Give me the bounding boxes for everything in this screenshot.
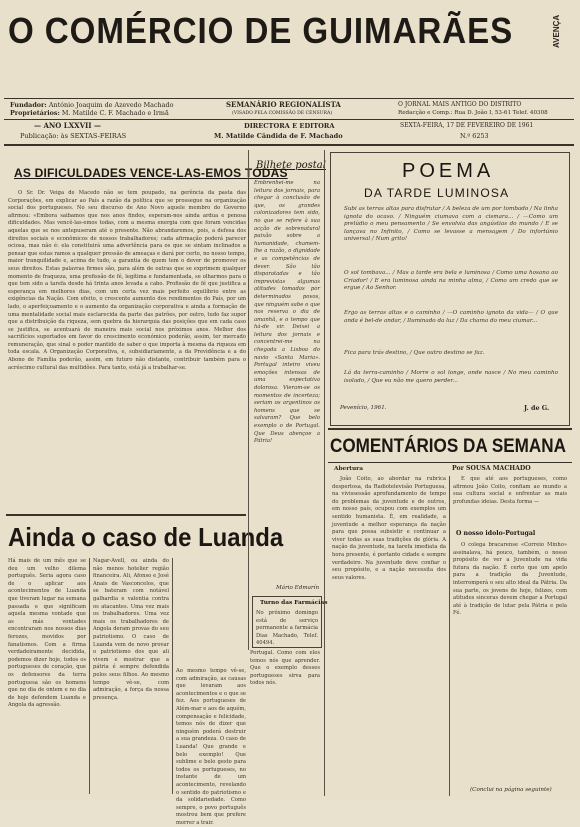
oldest-paper: O JORNAL MAIS ANTIGO DO DISTRITO [398, 101, 522, 108]
weekly-title: SEMANÁRIO REGIONALISTA [226, 100, 341, 109]
col-divider [89, 558, 90, 794]
founder-line: Fundador: António Joaquim de Azevedo Machado [10, 101, 174, 109]
article2-title: Ainda o caso de Luanda [8, 522, 284, 552]
article1-body: O Sr. Dr. Veiga de Macedo não se tem poupado, na gerência da pasta das Corporações, em explicar ao País a razão da política que se prossegue na organização social dos portugueses. No seu discurso de Ano Novo aquele membro do Governo afirmou: «Embora saibamos que nos anos findos, esperam-nos ainda ardua e penosa dificuldades. Mas vencê-las-emos todas, com a mesma energia com que foram vencidas aquelas que se nos antepuseram até o presente. Não abrandaremos, pois, a defesa dos direitos sociais e econômicos de nossos trabalhadores; cada afirmação poderá parecer ociosa, mas não é: ela constituirá uma advertência para os que se sintam inclinados a pensar que estas ramos a qualquer pressão de ameaças e dará por certo, no nosso tempo, maior tranquilidade e, acima de tudo, a garantia de quem tem o dever de promover os seus direitos. Estas palavras firmes são, para além de outras que se exprimem qualquer momento de fraqueza, uma profissão de fé, legítima e fundamentada, se olharmos para o que tem sido a tarefa desde há trinta anos levada a cabo. Profissão de fé que justifica a esperança em melhores dias, com um certa vez mais perfeito equilíbrio entre as exigências da Nação. Com efeito, o crescente aumento dos rendimentos do País, por um lado, o aperfeiçoamento e o aumento da organização corporativa e ainda a formação de uma mentalidade social mais esclarecida da parte das patrões, por outro, tudo faz supor que a distribuição da riqueza, sem quebra da hierarquia das posições que em cada caso se justifica, se acentuará de maneira mais social nos próximos anos. Melhor dos sacrifícios suportados em favor do crescimento económico poderão, assim, ter mercado remuneração, que sinal o poder mantido de saber o que importa à mesma da riqueza em toda escala. A Organização Corporativa, e, subsidiariamente, a da Previdência e a do Abono de Família poderão, assim, em futuro não distante, contribuir também para o acréscimo cultural das multidões. Para tanto, está já a trabalhar-se. [8, 190, 246, 371]
article2-col4: Portugal. Como com eles temos nós que aprender. Que o exemplo desses portugueses sirva para todos nós. [250, 650, 320, 687]
comments-col1: João Coito, ao abordar na rubrica despertosa, da Radiotelevisão Portuguesa, na vivissessão aprofundamento de tempo do problemas da juventude e de outros, em nosso país, ocupou com exemplos um sentido humanista. É, em realidade, a juventude a melhor esperança da nação para que possa subsistir e continuar a viver todas as suas tradições de glória. A nação da juventude, na tarefa imediata da hora presente, é portanto cidade e sempre verdadeiro. Na juventude deve confiar o seu propósito, e a nação necessita dos seus valores. [332, 476, 446, 581]
bilhete-title: Bilhete postal [256, 160, 326, 171]
comments-continued: (Conclui na página seguinte) [470, 787, 552, 793]
comments-left-head: Abertura [334, 466, 363, 472]
poem-stanza-1: Subi as terras altas para disfrutar / A beleza de um por tombado / Na linha ignota do ocaso. / Ninguém ciumava com a cismara... / —Como um prelúdio o meu pensamento / Se envolvia das angústias do mundo / E se lançava no Infinito, / Como se levasse a mensagem / Do infortúnio universal / Num grito! [344, 206, 558, 243]
col-divider [324, 150, 325, 796]
rule-comments [328, 462, 572, 463]
issue-date: SEXTA-FEIRA, 17 DE FEVEREIRO DE 1961 [400, 122, 534, 129]
poem-subtitle: DA TARDE LUMINOSA [364, 186, 510, 200]
poem-author: J. de G. [524, 404, 550, 412]
poem-stanza-5: Lá da terra-caminho / Morre o sol longe, onde nasce / No meu caminho isolado, / Que eu não me quero perder... [344, 370, 558, 384]
address-line: Redacção e Comp.: Rua D. João I, 53-61 Telef. 40308 [398, 110, 548, 116]
col-divider [248, 150, 249, 650]
comments-col2b: O colega bracarense «Correio Minho» assinalava, há pouco, também, o nosso propósito de ver a Juventude na vida futura da nação. É certo que um apelo para a tradição da Juventude, interromperá o seu alto ideal da Pátria. Da sua parte, os jovens de hoje, felizes, com atitudes sinceras devem chegar a Portugal até à tradição de lutar pela Pátria e pela Fé. [453, 542, 567, 617]
poem-stanza-4: Fica para trás destino, / Que outro destino se faz. [344, 350, 485, 356]
poem-stanza-2: O sol tombava... / Mas a tarde era bela e luminosa / Como uma hosana ao Criador! / E era luminosa ainda na minha alma, / Como um credo que se ergue / Ao Senhor. [344, 270, 558, 292]
director-label: DIRECTORA E EDITORA [244, 122, 335, 130]
publication-day: Publicação: às SEXTAS-FEIRAS [20, 132, 127, 140]
director-name: M. Matilde Cândida de F. Machado [214, 132, 343, 140]
rule-article1-end [6, 514, 246, 516]
article2-col1: Há mais de um mês que se deu um velho dilema português. Seria agora caso de o aplicar aos acontecimentos de Luanda que tiveram lugar na semana passada e que significam aquela mesma vontade que as más vontades encontraram nos nossos dias ferozes, movidos por fanatismos. Com a firma verdadeiramente decidida, podemos dizer hoje, todos os portugueses de coração, que os defensores da terra portuguesa são os homens que no dia de ontem e no dia de hoje defendem Luanda e Angola da agressão. [8, 558, 86, 709]
issue-number: N.º 6253 [460, 132, 489, 140]
masthead-side-word: AVENÇA [552, 14, 561, 48]
farmacias-title: Turno das Farmácias [260, 600, 328, 606]
col-divider [449, 476, 450, 796]
comments-col2a: E que até aos portugueses, como afirmou João Coito, confiam ao mundo a sua cultura social e enfrentar as mais profundas ideias. Desta forma — [453, 476, 567, 505]
rule-top [4, 98, 574, 99]
col-divider [172, 558, 173, 794]
article1-title: AS DIFICULDADES VENCE-LAS-EMOS TODAS [14, 166, 288, 180]
bilhete-body: Embrenhei-me na leitura dos jornais, para chegar à conclusão de que, os grandes colonizadores tem sido, no que se refere à sua acção de sobrenatural paixão sobre a humanidade, chamem-lhe a razão, o dignidade e as competências de dever. São tão disparatadas e tão imprevistas algumas atitudes tomadas por determinados povos, que ninguém sabe o que nos reserva o dia de amanhã, e o tempo que há-de vir. Deixei a leitura dos jornais e concentrei-me na chegada a Lisboa do navio «Santa Maria». Portugal inteiro viveu emoções intensas de uma espectativa dolorosa. Vieram-se os momentos de incerteza; seriam os argentinos os homens que se salvaram? Que belo exemplo o de Portugal. Que Deus abençoe a Pátria! [254, 180, 320, 445]
censor-note: (VISADO PELA COMISSÃO DE CENSURA) [232, 111, 333, 116]
rule-2 [4, 119, 574, 120]
poem-stanza-3: Ergo as terras altas e o caminho / —O caminho ignoto da vida— / O que anda é bel-de andar, / Iluminado da luz / Da chama do meu ciumar... [344, 310, 558, 324]
masthead-title: O COMÉRCIO DE GUIMARÃES [8, 10, 514, 51]
rule-poem-end [328, 428, 572, 430]
farmacias-body: No próximo domingo está de serviço permanente a farmácia Dias Machado, Telef. 40494. [256, 610, 318, 647]
comments-title: COMENTÁRIOS DA SEMANA [330, 436, 566, 457]
poem-place: Pevenício, 1961. [340, 405, 387, 411]
year-label: — ANO LXXVII — [34, 121, 102, 130]
comments-byline: Por SOUSA MACHADO [452, 465, 531, 472]
article2-col2: Nagar-Avell, ou ainda do não menos hotelier região financeira. Ali, Afonso e José Anais de Vasconcelos, que se bateram com notável galhardia e valentia contra os atacantes. Uma vez mais os trabalhadores. Uma vez mais os trabalhadores de Angola deram provas do seu patriotismo. O caso de Luanda vem de novo provar o patriotismo dos que ali vivem e mostrar que a pátria é sempre defendida pelos seus filhos. Ao mesmo tempo vê-se, com admiração, a força da nossa presença. [93, 558, 169, 701]
bilhete-signature: Mário Edmarín [276, 585, 320, 591]
rule-3 [4, 144, 574, 146]
article2-col3: Ao mesmo tempo vê-se, com admiração, as causas que levaram aos acontecimentos e o que se fez. Aos portugueses de Além-mar e aos de aquém, compensação e felicidade, temos nós de dizer que ninguém poderá destruir a sua grandeza. O caso de Luanda! Que grande e belo exemplo! Que sublime e belo gesto para todos os portugueses, no instante de um acontecimento, revelando o sentido do patriotismo e da solidariedade. Como sempre, o povo português mostrou bem que prefere morrer a trair. [176, 668, 246, 826]
poem-title: POEMA [402, 160, 495, 182]
comments-subhead: O nosso idolo-Portugal [456, 530, 536, 537]
owners-line: Proprietários: M. Matilde C. F. Machado e Irmã [10, 109, 169, 117]
